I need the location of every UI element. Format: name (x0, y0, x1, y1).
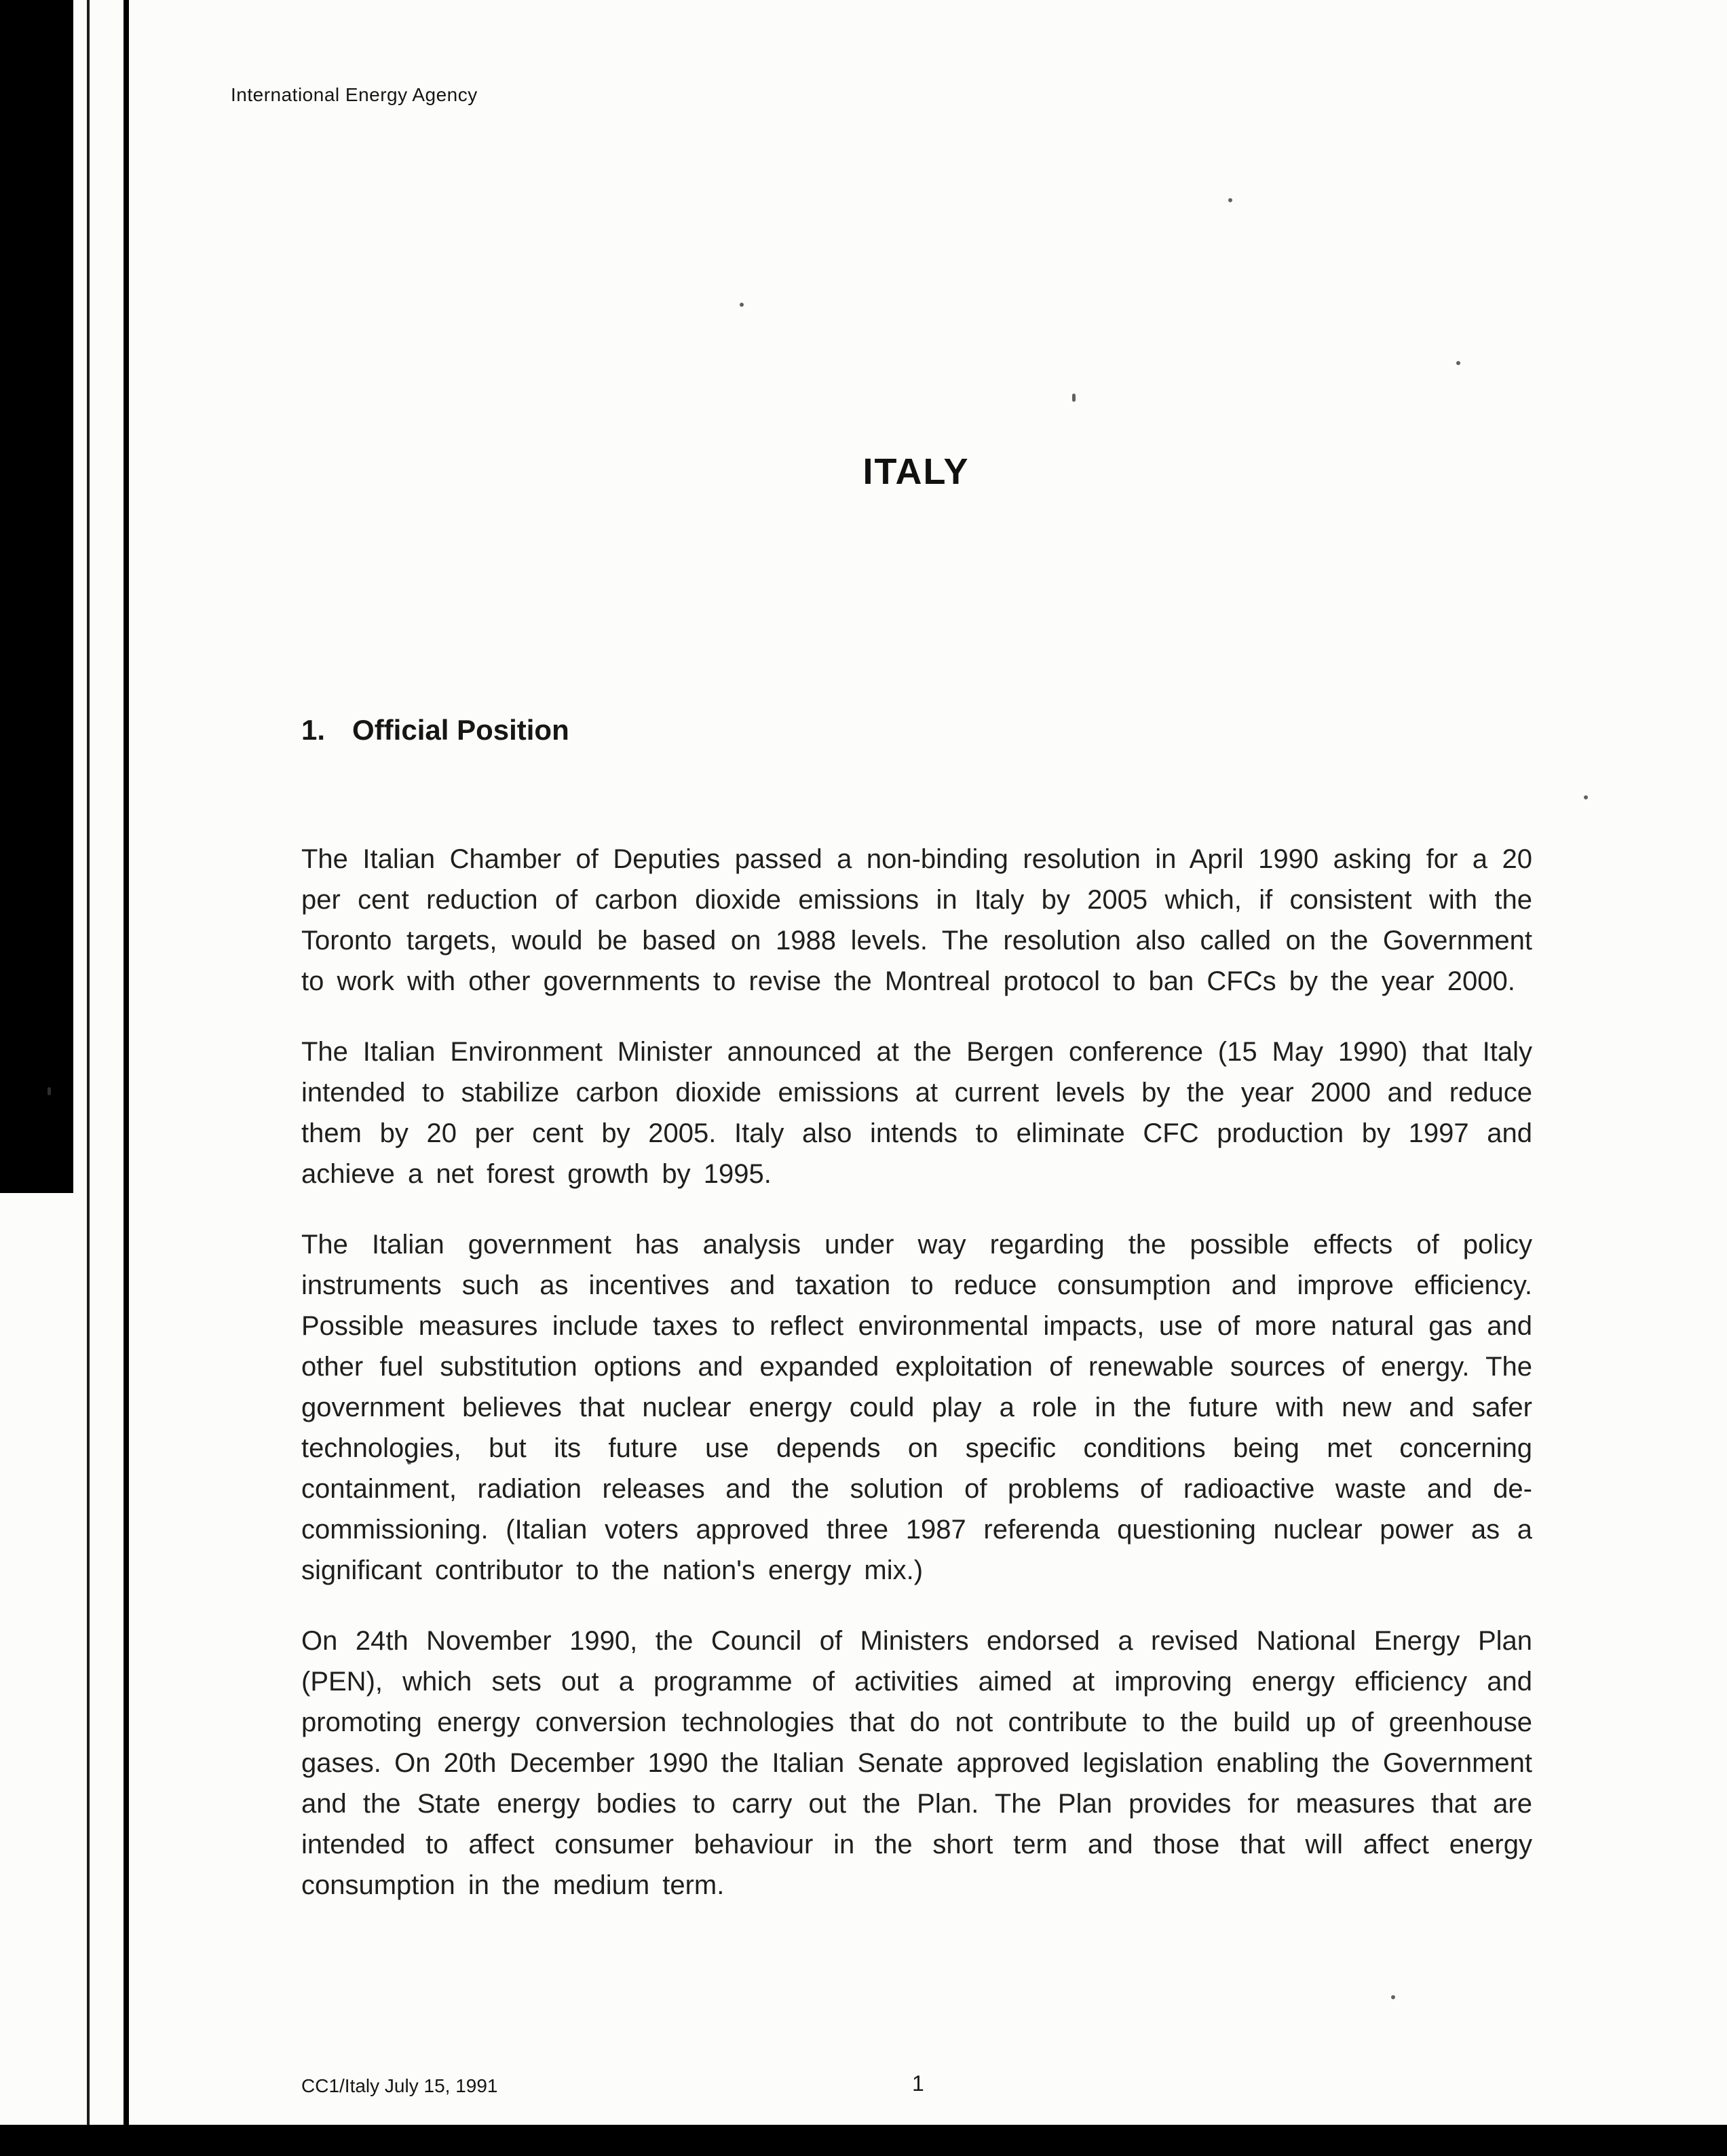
paragraph-bergen-announcement: The Italian Environment Minister announced at the Bergen conference (15 May 1990) that Italy intended to stabilize carbon dioxide emissions at current levels by the year 2000 and reduce them by 20 per cent by 2005. Italy also intends to eliminate CFC production by 1997 and achieve a net forest growth by 1995. (301, 1037, 1532, 1189)
scan-speck (1584, 795, 1588, 799)
document-body (301, 839, 1532, 1935)
section-number: 1. (301, 714, 326, 746)
scan-speck (48, 1087, 51, 1095)
scan-artifact-bottom-bar (0, 2125, 1727, 2156)
document-title: ITALY (862, 451, 970, 492)
paragraph-policy-analysis: The Italian government has analysis under way regarding the possible effects of policy instruments such as incentives and taxation to reduce consumption and improve efficiency. Possible measures include taxes to reflect environmental impacts, use of more natural gas and other fuel substitution options and expanded exploitation of renewable sources of energy. The government believes that nuclear energy could play a role in the future with new and safer technologies, but its future use depends on specific conditions being met concerning containment, radiation releases and the solution of problems of radioactive waste and de-commissioning. (Italian voters approved three 1987 referenda questioning nuclear power as a significant contributor to the nation's energy mix.) (301, 1230, 1532, 1585)
scan-speck (1391, 1995, 1395, 1999)
paragraph-official-resolution: The Italian Chamber of Deputies passed a non-binding resolution in April 1990 asking for a 20 per cent reduction of carbon dioxide emissions in Italy by 2005 which, if consistent with the Toronto targets, would be based on 1988 levels. The resolution also called on the Government to work with other governments to revise the Montreal protocol to ban CFCs by the year 2000. (301, 844, 1532, 996)
scan-artifact-vertical-line-1 (87, 0, 90, 2156)
agency-header: International Energy Agency (231, 84, 478, 105)
footer-reference: CC1/Italy July 15, 1991 (301, 2075, 498, 2096)
scan-artifact-vertical-line-2 (124, 0, 129, 2156)
paragraph-national-energy-plan: On 24th November 1990, the Council of Ministers endorsed a revised National Energy Plan (PEN), which sets out a programme of activities aimed at improving energy efficiency and promoting energy conversion technologies that do not contribute to the build up of greenhouse gases. On 20th December 1990 the Italian Senate approved legislation enabling the Government and the State energy bodies to carry out the Plan. The Plan provides for measures that are intended to affect consumer behaviour in the short term and those that will affect energy consumption in the medium term. (301, 1626, 1532, 1900)
section-heading (301, 714, 569, 746)
scan-speck (1456, 361, 1460, 365)
scan-speck (1228, 198, 1232, 202)
page-number: 1 (912, 2071, 924, 2096)
scan-speck (1072, 394, 1076, 402)
scan-speck (740, 303, 744, 307)
section-title: Official Position (352, 714, 569, 746)
scan-artifact-left-bar (0, 0, 73, 1193)
